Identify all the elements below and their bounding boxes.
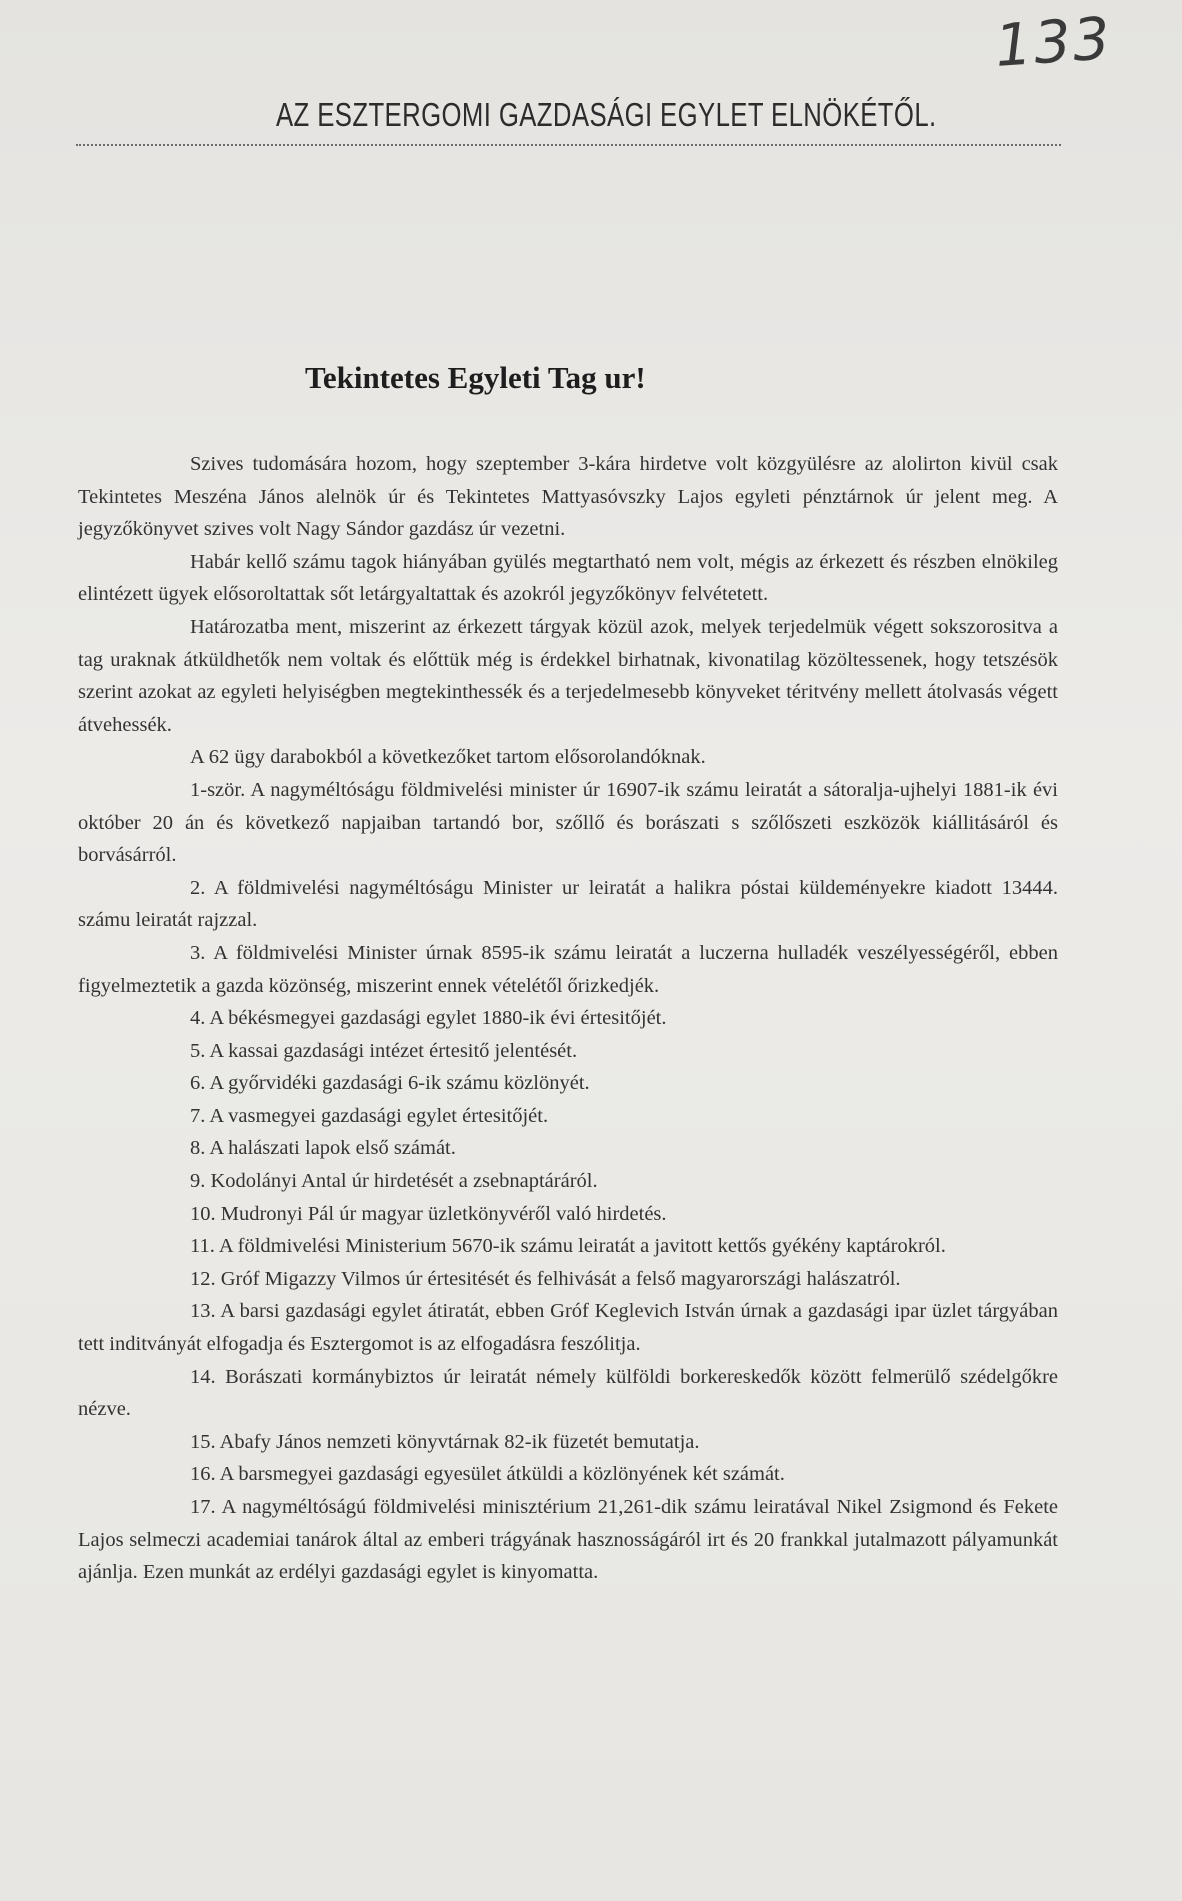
list-item: 16. A barsmegyei gazdasági egyesület átküldi a közlönyének két számát.: [190, 1463, 785, 1486]
greeting: Tekintetes Egyleti Tag ur!: [305, 360, 646, 395]
list-item: 8. A halászati lapok első számát.: [190, 1137, 456, 1160]
list-item: 17. A nagyméltóságú földmivelési minisztérium 21,261-dik számu leiratával Nikel Zsigmond és Fekete Lajos selmeczi academiai tanárok által az emberi trágyának hasznosságáról irt és 20 frankkal jutalmazott pályamunkát ajánlja. Ezen munkát az erdélyi gazdasági egylet is kinyomatta.: [78, 1496, 1058, 1584]
list-item: 10. Mudronyi Pál úr magyar üzletkönyvéről való hirdetés.: [190, 1202, 667, 1225]
list-item: 1-ször. A nagyméltóságu földmivelési minister úr 16907-ik számu leiratát a sátoralja-ujhelyi 1881-ik évi október 20 án és következő napjaiban tartandó bor, szőllő és borászati s szőlőszeti eszközök kiállitásáról és borvásárról.: [78, 778, 1058, 867]
list-item: 7. A vasmegyei gazdasági egylet értesitőjét.: [190, 1104, 549, 1127]
list-item: 6. A győrvidéki gazdasági 6-ik számu közlönyét.: [190, 1072, 590, 1095]
document-heading: AZ ESZTERGOMI GAZDASÁGI EGYLET ELNÖKÉTŐL.: [276, 96, 937, 133]
list-item: 15. Abafy János nemzeti könyvtárnak 82-ik füzetét bemutatja.: [190, 1430, 700, 1453]
paragraph: A 62 ügy darabokból a következőket tartom elősorolandóknak.: [190, 746, 706, 769]
paragraph: Határozatba ment, miszerint az érkezett tárgyak közül azok, melyek terjedelmük végett sokszorositva a tag uraknak átküldhetők nem voltak és előttük még is érdekkel birhatnak, kivonatilag közöltessenek, hogy tetszésök szerint azokat az egyleti helyiségben megtekinthessék és a terjedelmesebb könyveket téritvény mellett átolvasás végett átvehessék.: [78, 615, 1058, 736]
document-body: [78, 448, 1058, 1589]
page-number: 133: [993, 4, 1115, 80]
list-item: 12. Gróf Migazzy Vilmos úr értesitését és felhivását a felső magyarországi halászatról.: [190, 1267, 901, 1290]
heading-rule: [76, 144, 1061, 146]
paragraph: Habár kellő számu tagok hiányában gyülés megtartható nem volt, mégis az érkezett és részben elnökileg elintézett ügyek elősoroltattak sőt letárgyaltattak és azokról jegyzőkönyv felvétetett.: [78, 550, 1058, 606]
list-item: 9. Kodolányi Antal úr hirdetését a zsebnaptáráról.: [190, 1170, 598, 1193]
list-item: 14. Borászati kormánybiztos úr leiratát némely külföldi borkereskedők között felmerülő szédelgőkre nézve.: [78, 1365, 1058, 1421]
list-item: 4. A békésmegyei gazdasági egylet 1880-ik évi értesitőjét.: [190, 1007, 667, 1030]
list-item: 13. A barsi gazdasági egylet átiratát, ebben Gróf Keglevich István úrnak a gazdasági ipar üzlet tárgyában tett inditványát elfogadja és Esztergomot is az elfogadásra feszólitja.: [78, 1300, 1058, 1356]
list-item: 3. A földmivelési Minister úrnak 8595-ik számu leiratát a luczerna hulladék veszélyességéről, ebben figyelmeztetik a gazda közönség, miszerint ennek vételétől őrizkedjék.: [78, 941, 1058, 997]
paragraph: Szives tudomására hozom, hogy szeptember 3-kára hirdetve volt közgyülésre az alolirton kivül csak Tekintetes Meszéna János alelnök úr és Tekintetes Mattyasóvszky Lajos egyleti pénztárnok úr jelent meg. A jegyzőkönyvet szives volt Nagy Sándor gazdász úr vezetni.: [78, 453, 1058, 541]
list-item: 11. A földmivelési Ministerium 5670-ik számu leiratát a javitott kettős gyékény kaptárokról.: [190, 1235, 946, 1258]
list-item: 2. A földmivelési nagyméltóságu Minister ur leiratát a halikra póstai küldeményekre kiadott 13444. számu leiratát rajzzal.: [78, 876, 1058, 932]
list-item: 5. A kassai gazdasági intézet értesitő jelentését.: [190, 1039, 578, 1062]
